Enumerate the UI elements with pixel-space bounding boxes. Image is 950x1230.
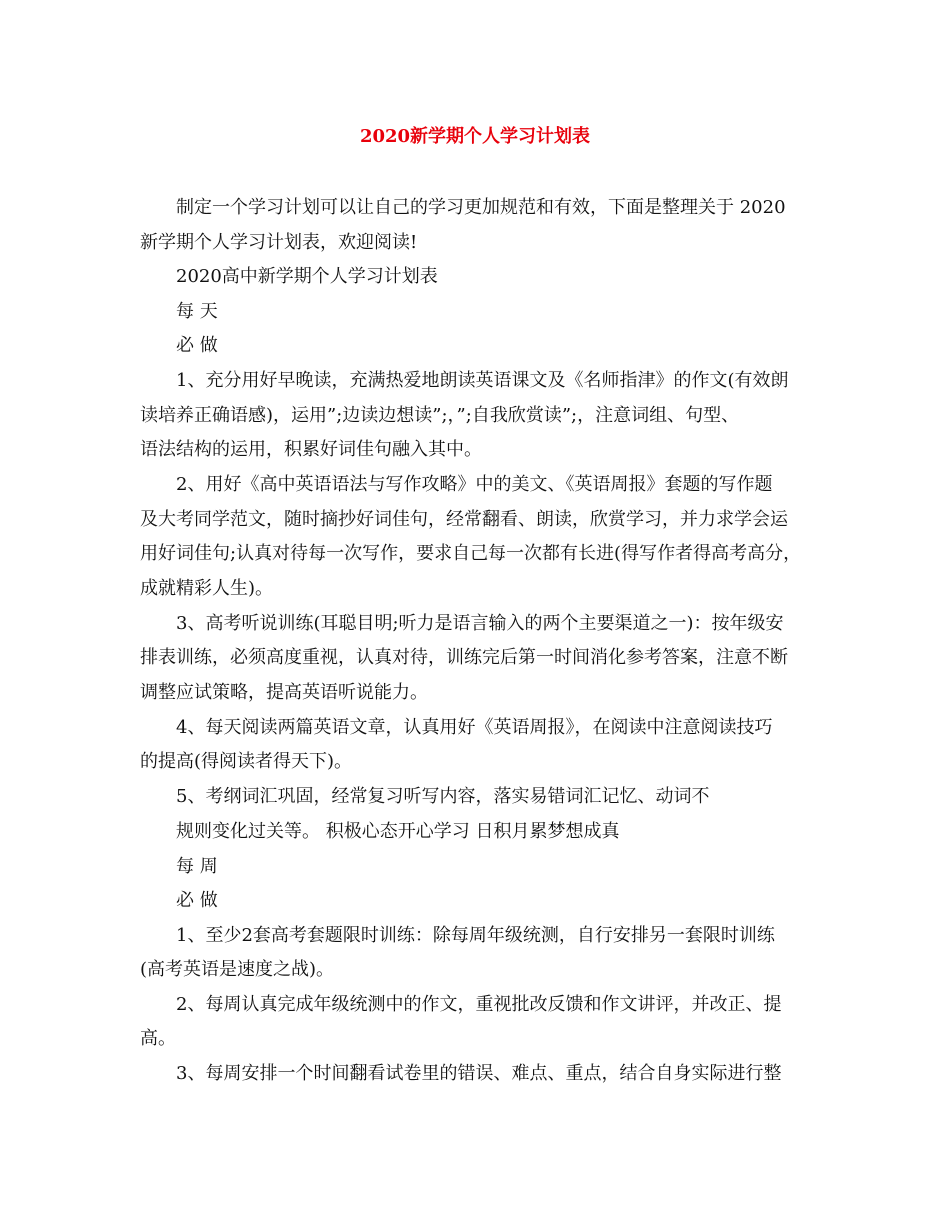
text-line: 1、至少2套高考套题限时训练：除每周年级统测，自行安排另一套限时训练 [140,925,775,946]
text-line: 2020高中新学期个人学习计划表 [140,266,438,287]
text-line: 必 做 [140,335,218,356]
text-line: 用好词佳句;认真对待每一次写作，要求自己每一次都有长进(得写作者得高考高分， [140,543,802,564]
text-line: 语法结构的运用，积累好词佳句融入其中。 [140,439,482,460]
text-line: 3、高考听说训练(耳聪目明;听力是语言输入的两个主要渠道之一)：按年级安 [140,613,784,634]
text-line: 高。 [140,1028,176,1049]
text-line: (高考英语是速度之战)。 [140,959,335,980]
text-line: 每 天 [140,301,218,322]
text-line: 的提高(得阅读者得天下)。 [140,751,353,772]
document-title: 2020新学期个人学习计划表 [359,126,591,147]
text-line: 及大考同学范文，随时摘抄好词佳句，经常翻看、朗读，欣赏学习，并力求学会运 [140,509,788,530]
text-line: 5、考纲词汇巩固，经常复习听写内容，落实易错词汇记忆、动词不 [140,786,710,807]
text-line: 制定一个学习计划可以让自己的学习更加规范和有效，下面是整理关于 2020 [140,197,786,218]
text-line: 读培养正确语感)，运用”;边读边想读”;，”;自我欣赏读”;，注意词组、句型、 [140,405,740,426]
text-line: 必 做 [140,890,218,911]
text-line: 调整应试策略，提高英语听说能力。 [140,682,428,703]
text-line: 排表训练，必须高度重视，认真对待，训练完后第一时间消化参考答案，注意不断 [140,647,788,668]
text-line: 3、每周安排一个时间翻看试卷里的错误、难点、重点，结合自身实际进行整 [140,1063,782,1084]
text-line: 新学期个人学习计划表，欢迎阅读! [140,232,418,253]
text-line: 2、每周认真完成年级统测中的作文，重视批改反馈和作文讲评，并改正、提 [140,994,782,1015]
text-line: 2、用好《高中英语语法与写作攻略》中的美文、《英语周报》套题的写作题 [140,474,773,495]
text-line: 1、充分用好早晚读，充满热爱地朗读英语课文及《名师指津》的作文(有效朗 [140,370,789,391]
text-line: 成就精彩人生)。 [140,578,274,599]
text-line: 每 周 [140,856,218,877]
text-line: 规则变化过关等。 积极心态开心学习 日积月累梦想成真 [140,821,620,842]
text-line: 4、每天阅读两篇英语文章，认真用好《英语周报》，在阅读中注意阅读技巧 [140,717,773,738]
